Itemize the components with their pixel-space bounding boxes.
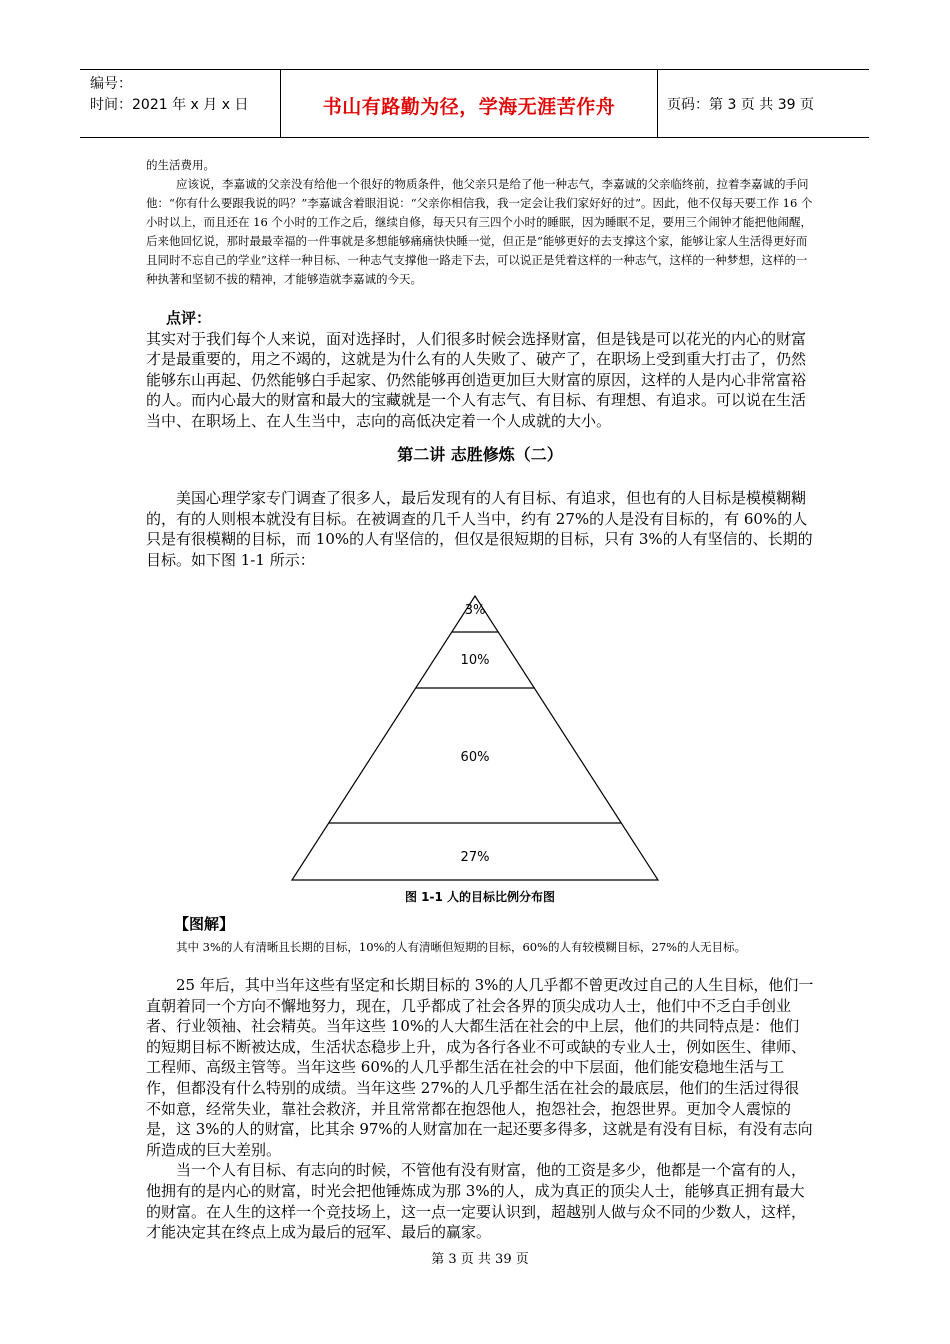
tier-label: 3% bbox=[464, 603, 486, 618]
main-body bbox=[146, 975, 814, 1243]
comment-text: 其实对于我们每个人来说，面对选择时，人们很多时候会选择财富，但是钱是可以花光的内心的财富才是最重要的，用之不竭的，这就是为什么有的人失败了、破产了，在职场上受到重大打击了，仍然能够东山再起、仍然能够白手起家、仍然能够再创造更加巨大财富的原因，这样的人是内心非常富裕的人。而内心最大的财富和最大的宝藏就是一个人有志气、有目标、有理想、有追求。可以说在生活当中、在职场上、在人生当中，志向的高低决定着一个人成就的大小。 bbox=[146, 329, 807, 430]
header-meta bbox=[90, 74, 275, 116]
pyramid-chart bbox=[280, 592, 670, 884]
intro-text: 美国心理学家专门调查了很多人，最后发现有的人有目标、有追求，但也有的人目标是模模糊糊的，有的人则根本就没有目标。在被调查的几千人当中，约有 27%的人是没有目标的，有 60%的人只是有很模糊的目标，而 10%的人有坚信的，但仅是很短期的目标，只有 3%的人有坚信的、长期的目标。如下图 1-1 所示： bbox=[146, 489, 813, 569]
page-footer: 第 3 页 共 39 页 bbox=[431, 1252, 529, 1267]
chart-caption: 图 1-1 人的目标比例分布图 bbox=[404, 890, 556, 904]
story-text bbox=[146, 156, 814, 289]
date-field: 时间：2021 年 x 月 x 日 bbox=[90, 97, 249, 113]
header-motto: 书山有路勤为径，学海无涯苦作舟 bbox=[322, 96, 616, 118]
diagram-label-block bbox=[146, 914, 814, 935]
tier-label: 27% bbox=[460, 850, 490, 865]
diagram-note bbox=[146, 938, 814, 957]
header-divider bbox=[657, 70, 658, 137]
pyramid-outline bbox=[292, 596, 658, 880]
story-paragraph: 应该说，李嘉诚的父亲没有给他一个很好的物质条件，他父亲只是给了他一种志气，李嘉诚的父亲临终前，拉着李嘉诚的手问他：“你有什么要跟我说的吗？”李嘉诚含着眼泪说：“父亲你相信我，我一定会让我们家好好的过”。因此，他不仅每天要工作 16 个小时以上，而且还在 16 个小时的工作之后，继续自修，每天只有三四个小时的睡眠，因为睡眠不足，要用三个闹钟才能把他闹醒，后来他回忆说，那时最最幸福的一件事就是多想能够痛痛快快睡一觉，但正是“能够更好的去支撑这个家，能够让家人生活得更好而且同时不忘自己的学业”这样一种目标、一种志气支撑他一路走下去，可以说正是凭着这样的一种志气，这样的一种梦想，这样的一种执著和坚韧不拔的精神，才能够造就李嘉诚的今天。 bbox=[146, 177, 813, 286]
tier-label: 60% bbox=[460, 750, 490, 765]
story-line: 的生活费用。 bbox=[146, 158, 215, 172]
tier-label: 10% bbox=[460, 653, 490, 668]
body-paragraph: 25 年后，其中当年这些有坚定和长期目标的 3%的人几乎都不曾更改过自己的人生目标，他们一直朝着同一个方向不懈地努力，现在，几乎都成了社会各界的顶尖成功人士，他们中不乏白手创业者、行业领袖、社会精英。当年这些 10%的人大都生活在社会的中上层，他们的共同特点是：他们的短期目标不断被达成，生活状态稳步上升，成为各行各业不可或缺的专业人士，例如医生、律师、工程师、高级主管等。当年这些 60%的人几乎都生活在社会的中下层面，他们能安稳地生活与工作，但都没有什么特别的成绩。当年这些 27%的人几乎都生活在社会的最底层，他们的生活过得很不如意，经常失业，靠社会救济，并且常常都在抱怨他人，抱怨社会，抱怨世界。更加令人震惊的是，这 3%的人的财富，比其余 97%的人财富加在一起还要多得多，这就是有没有目标，有没有志向所造成的巨大差别。 bbox=[146, 976, 814, 1159]
comment-block bbox=[146, 308, 814, 432]
body-paragraph: 当一个人有目标、有志向的时候，不管他有没有财富，他的工资是多少，他都是一个富有的人，他拥有的是内心的财富，时光会把他锤炼成为那 3%的人，成为真正的顶尖人士，能够真正拥有最大的财富。在人生的这样一个竞技场上，这一点一定要认识到，超越别人做与众不同的少数人，这样，才能决定其在终点上成为最后的冠军、最后的赢家。 bbox=[146, 1161, 807, 1242]
diagram-label: 【图解】 bbox=[174, 915, 235, 933]
page-header bbox=[80, 69, 869, 138]
intro-block bbox=[146, 488, 814, 570]
serial-number: 编号： bbox=[90, 76, 132, 92]
comment-label: 点评： bbox=[166, 309, 212, 327]
diagram-note-text: 其中 3%的人有清晰且长期的目标，10%的人有清晰但短期的目标，60%的人有较模糊目标，27%的人无目标。 bbox=[176, 940, 747, 954]
header-page-info: 页码：第 3 页 共 39 页 bbox=[667, 97, 814, 113]
section-title: 第二讲 志胜修炼（二） bbox=[397, 445, 563, 464]
